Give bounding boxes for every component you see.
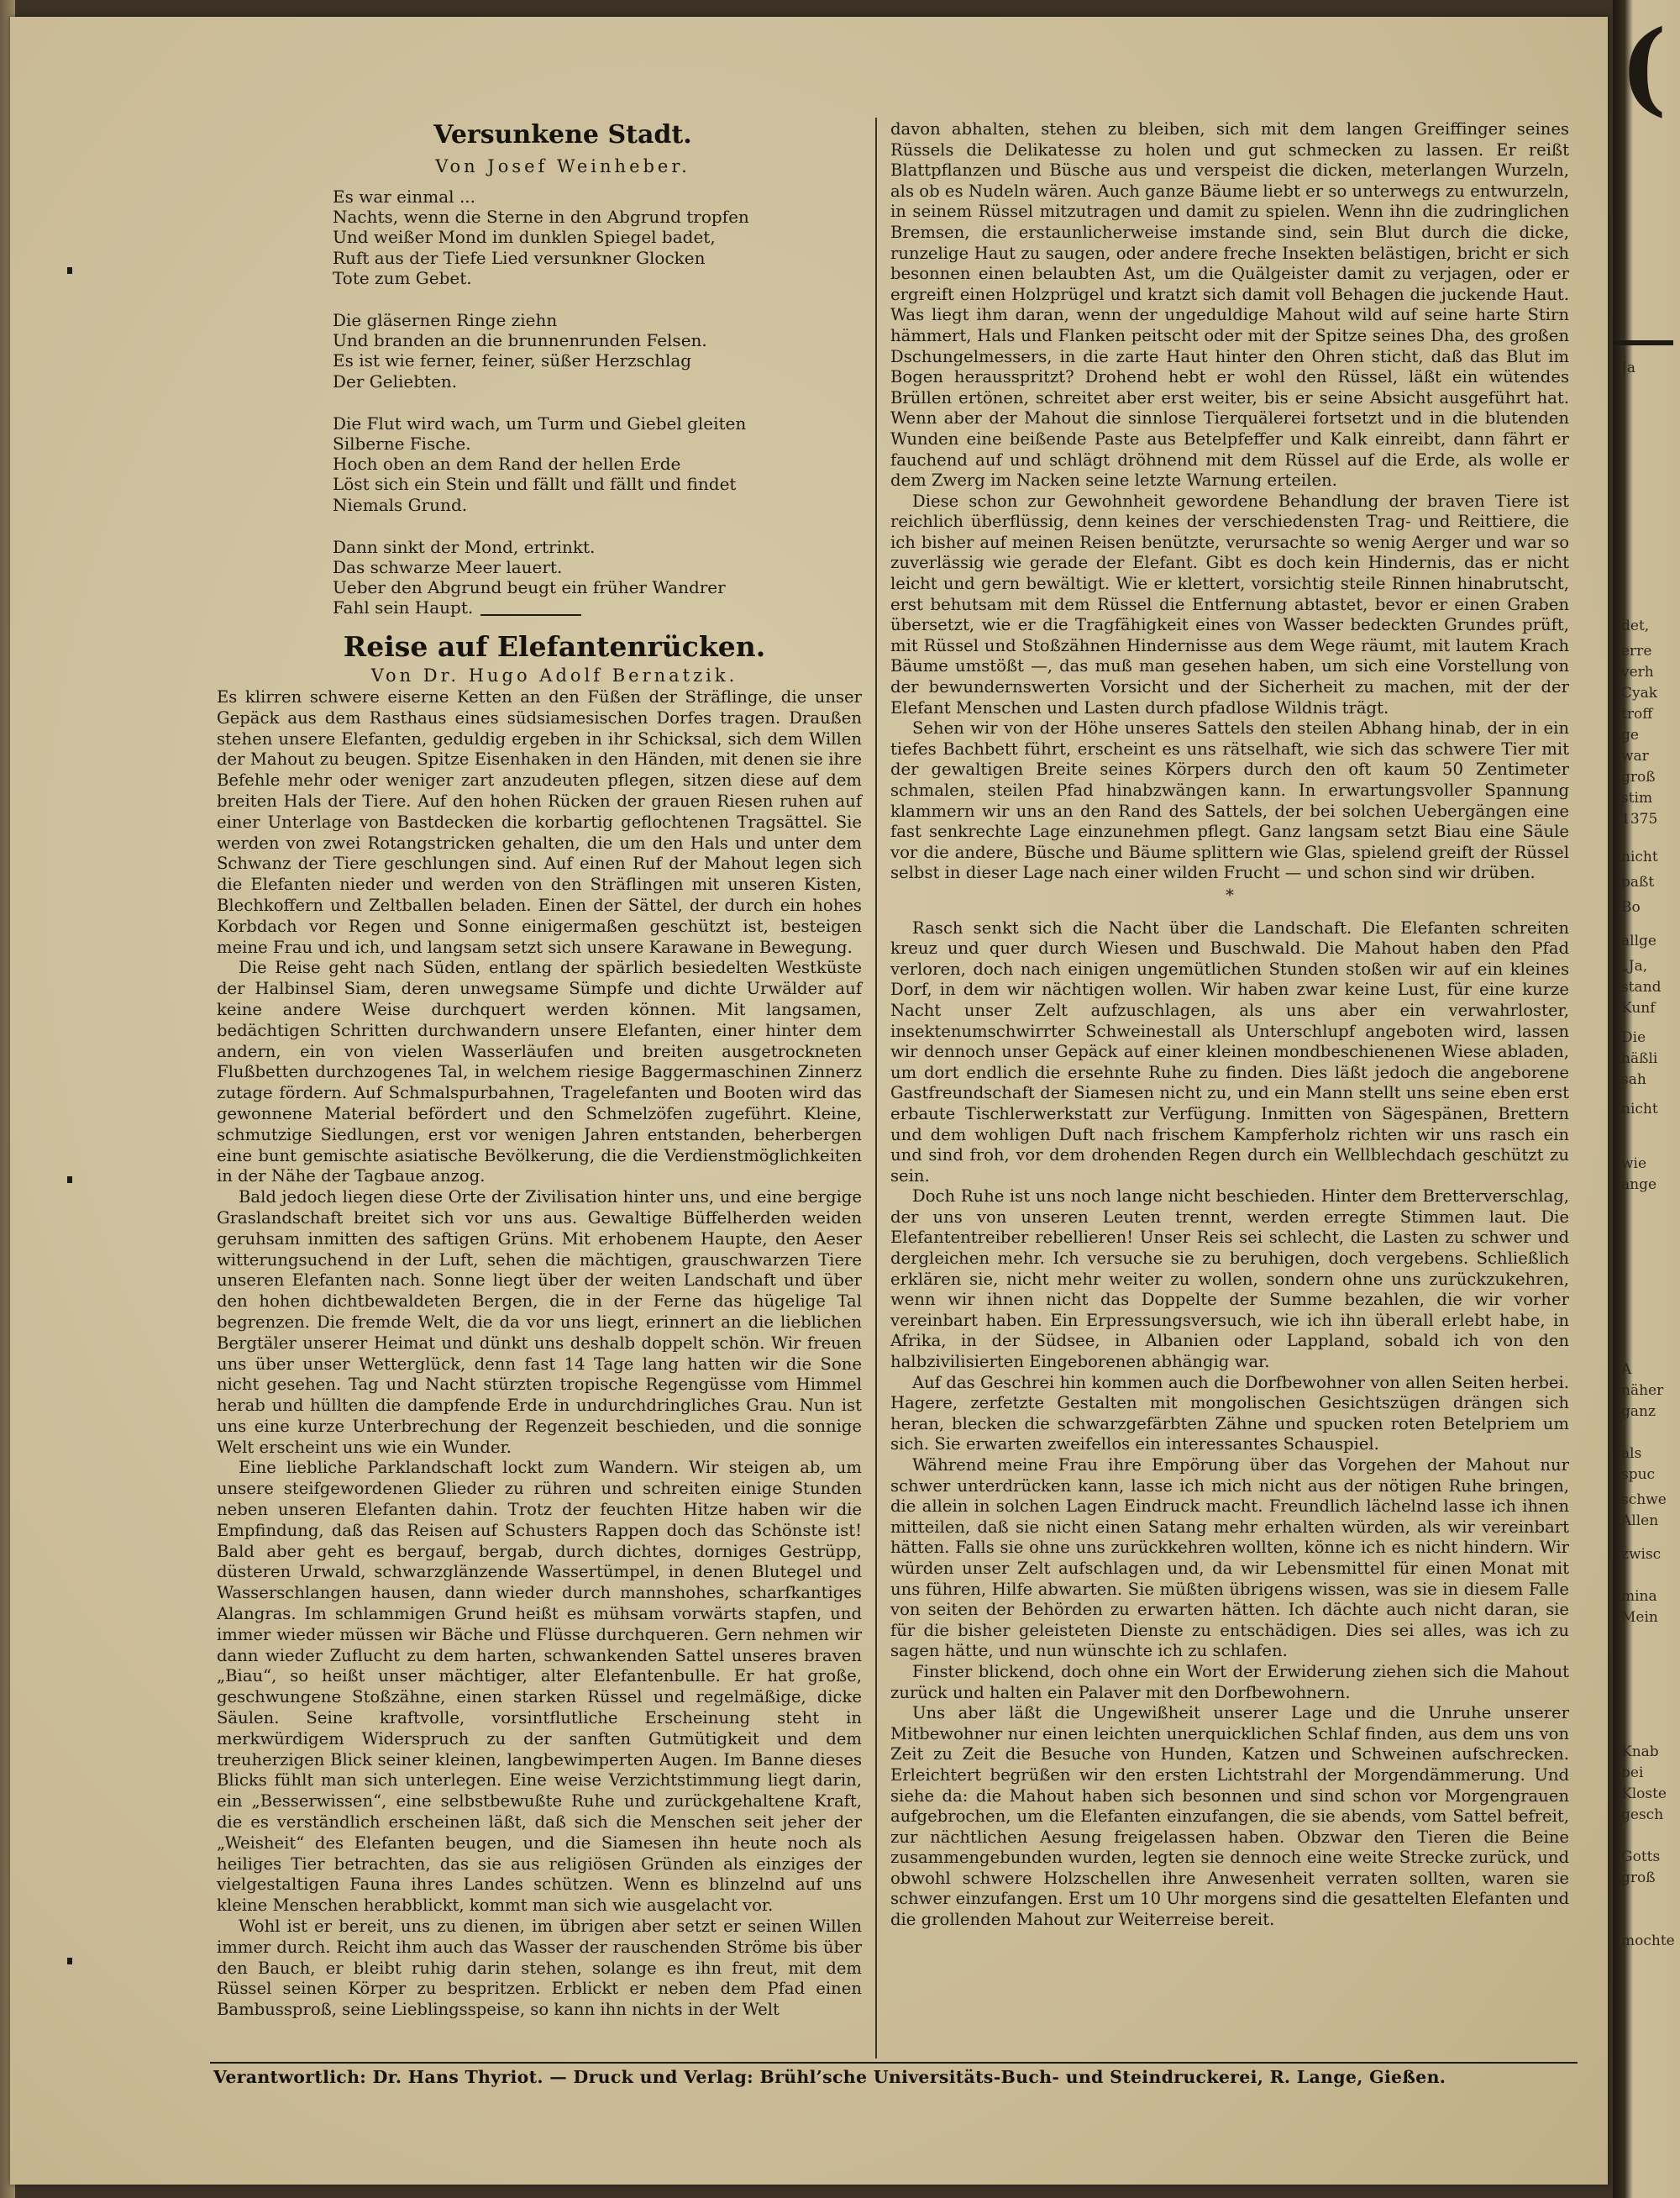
next-page-fragment: Knab	[1621, 1743, 1659, 1760]
next-page-fragment: A	[1621, 1361, 1632, 1378]
poem-line: Dann sinkt der Mond, ertrinkt.	[333, 536, 596, 557]
next-page-fragment: war	[1621, 748, 1649, 765]
next-page-fragment: troff	[1621, 706, 1653, 723]
next-page-fragment: Allen	[1621, 1512, 1659, 1529]
column-rule	[875, 118, 877, 2059]
next-page-fragment: näher	[1621, 1382, 1664, 1399]
next-page-fragment: groß	[1621, 1869, 1656, 1886]
poem-line: Es ist wie ferner, feiner, süßer Herzschlag	[333, 350, 692, 371]
next-page-fragment: häßli	[1621, 1050, 1658, 1067]
next-page-initial-glyph: (	[1620, 8, 1667, 127]
poem-title: Versunkene Stadt.	[433, 120, 692, 150]
next-page-fragment: Bo	[1621, 899, 1641, 916]
print-mark	[67, 267, 72, 274]
next-page-fragment: det,	[1621, 618, 1650, 634]
next-page-fragment: zwisc	[1621, 1546, 1662, 1563]
poem-author: Von Josef Weinheber.	[435, 156, 690, 176]
print-mark	[67, 1958, 72, 1964]
article-paragraph: Während meine Frau ihre Empörung über das Vorgehen der Mahout nur schwer unterdrücken kann, lasse ich mich nicht aus der nötigen Ruhe bringen, die allein in solchen Lagen Eindruck macht. Freundlich lächelnd lasse ich ihnen mitteilen, daß sie nicht einen Satang mehr erhalten würden, als wir vereinbart hätten. Falls sie ohne uns zurückkehren wollten, könne ich es nicht hindern. Wir würden unser Zelt aufschlagen und, da wir Lebensmittel für einen Monat mit uns führen, Hilfe abwarten. Sie müßten übrigens wissen, was sie in diesem Falle von seiten der Behörden zu erwarten hätten. Ich dächte auch nicht daran, sie für die bisher geleisteten Dienste zu entschädigen. Dies sei alles, was ich zu sagen hätte, und nun wünschte ich zu schlafen.	[890, 1455, 1569, 1661]
article-title: Reise auf Elefantenrücken.	[343, 630, 766, 663]
next-page-fragment: bei	[1621, 1764, 1644, 1781]
poem-line: Silberne Fische.	[333, 434, 471, 455]
next-page-fragment: groß	[1621, 769, 1656, 786]
poem-stanza	[333, 187, 803, 288]
next-page-fragment: allge	[1621, 933, 1656, 949]
next-page-fragment: sah	[1621, 1071, 1646, 1088]
poem-line: Das schwarze Meer lauert.	[333, 557, 563, 578]
article-paragraph: Die Reise geht nach Süden, entlang der spärlich besiedelten Westküste der Halbinsel Siam, deren unwegsame Sümpfe und dichte Urwälder auf keine andere Weise durchquert werden können. Mit langsamen, bedächtigen Schritten durchwandern unsere Elefanten, einer hinter dem andern, ein von vielen Wasserläufen und breiten ausgetrockneten Flußbetten durchzogenes Tal, in welchem riesige Baggermaschinen Zinnerz zutage fördern. Auf Schmalspurbahnen, Tragelefanten und Booten wird das gewonnene Material befördert und den Schmelzöfen zugeführt. Kleine, schmutzige Siedlungen, erst vor wenigen Jahren entstanden, beherbergen eine bunt gemischte asiatische Bevölkerung, die die Verdienstmöglichkeiten in der Nähe der Tagbaue anzog.	[217, 958, 862, 1186]
article-left-column	[217, 687, 862, 2021]
next-page-rule	[1614, 340, 1673, 345]
next-page-fragment: paßt	[1621, 874, 1655, 891]
next-page-fragment: spuc	[1621, 1466, 1656, 1483]
poem-line: Nachts, wenn die Sterne in den Abgrund tropfen	[333, 207, 749, 228]
article-paragraph: Rasch senkt sich die Nacht über die Landschaft. Die Elefanten schreiten kreuz und quer durch Wiesen und Buschwald. Die Mahout haben den Pfad verloren, doch nach einigen ungemütlichen Stunden stoßen wir auf ein kleines Dorf, in dem wir nächtigen wollen. Wir haben zwar keine Lust, für eine kurze Nacht unser Zelt aufzuschlagen, als uns aber ein verwahrloster, insektenumschwirrter Schweinestall als Unterschlupf angeboten wird, lassen wir dennoch unser Gepäck auf einer kleinen mondbeschienenen Wiese abladen, um dort endlich die ersehnte Ruhe zu finden. Dies läßt jedoch die angeborene Gastfreundschaft der Siamesen nicht zu, und ein Mann stellt uns seine eben erst erbaute Tischlerwerkstatt zur Verfügung. Inmitten von Sägespänen, Brettern und dem wohligen Duft nach frischem Kampferholz richten wir uns rasch ein und sind froh, vor dem drohenden Regen durch ein Wellblechdach geschützt zu sein.	[890, 918, 1569, 1186]
poem-line: Fahl sein Haupt.	[333, 597, 474, 618]
poem-line: Es war einmal ...	[333, 187, 476, 207]
next-page-fragment: wie	[1621, 1155, 1647, 1172]
article-right-column	[890, 119, 1569, 1931]
next-page-fragment: „Ja,	[1621, 958, 1648, 975]
next-page-fragment: stand	[1621, 979, 1662, 996]
next-page-fragment: Gotts	[1621, 1848, 1661, 1865]
next-page-fragment: ange	[1621, 1176, 1657, 1193]
next-page-fragment: Kloste	[1621, 1785, 1667, 1802]
article-paragraph: Eine liebliche Parklandschaft lockt zum Wandern. Wir steigen ab, um unsere steifgewordenen Glieder zu rühren und schreiten einige Stunden neben unseren Elefanten dahin. Trotz der feuchten Hitze haben wir die Empfindung, daß das Reisen auf Schusters Rappen doch das Schönste ist! Bald aber geht es bergauf, bergab, durch dichtes, dorniges Gestrüpp, düsteren Urwald, schwarzglänzende Wassertümpel, in denen Blutegel und Wasserschlangen hausen, dann wieder durch mannshohes, scharfkantiges Alangras. Im schlammigen Grund heißt es mühsam vorwärts stapfen, und immer wieder müssen wir Bäche und Flüsse durchqueren. Gern nehmen wir dann wieder Zuflucht zu dem harten, schwankenden Sattel unseres braven „Biau“, so heißt unser mächtiger, alter Elefantenbulle. Er hat große, geschwungene Stoßzähne, einen starken Rüssel und regelmäßige, dicke Säulen. Seine kraftvolle, vorsintflutliche Erscheinung steht in merkwürdigem Widerspruch zu der sanften Gutmütigkeit und dem treuherzigen Blick seiner kleinen, langbewimperten Augen. Im Banne dieses Blicks fühlt man sich unterlegen. Eine weise Verzichtstimmung liegt darin, ein „Besserwissen“, eine selbstbewußte Ruhe und zurückgehaltene Kraft, die es verständlich erscheinen läßt, daß sich die Menschen seit jeher der „Weisheit“ des Elefanten beugen, und die Siamesen ihn heute noch als heiliges Tier betrachten, das sie aus religiösen Gründen als einziges der vielgestaltigen Fauna ihres Landes schützen. Wenn es blinzelnd auf uns kleine Menschen herabblickt, kommt man sich wie ausgelacht vor.	[217, 1458, 862, 1916]
poem-line: Und branden an die brunnenrunden Felsen.	[333, 330, 707, 351]
article-paragraph: Finster blickend, doch ohne ein Wort der Erwiderung ziehen sich die Mahout zurück und halten ein Palaver mit den Dorfbewohnern.	[890, 1661, 1569, 1702]
next-page-fragment: Die	[1621, 1029, 1646, 1046]
poem-stanza	[333, 310, 803, 392]
section-divider	[480, 614, 581, 616]
next-page-fragment: nicht	[1621, 849, 1658, 865]
next-page-fragment: Cyak	[1621, 685, 1658, 702]
next-page-fragment: stim	[1621, 790, 1653, 807]
next-page-fragment: ganz	[1621, 1403, 1656, 1420]
poem-body	[333, 187, 803, 640]
article-paragraph: Wohl ist er bereit, uns zu dienen, im übrigen aber setzt er seinen Willen immer durch. Reicht ihm auch das Wasser der rauschenden Ströme bis über den Bauch, er bleibt ruhig darin stehen, solange es ihn freut, mit dem Rüssel seinen Körper zu bespritzen. Erblickt er neben dem Pfad einen Bambussproß, seine Lieblingsspeise, so kann ihn nichts in der Welt	[217, 1917, 862, 2020]
footer-rule	[210, 2062, 1578, 2064]
adjacent-page-edge	[1613, 0, 1680, 2198]
poem-line: Die gläsernen Ringe ziehn	[333, 310, 558, 331]
poem-line: Ueber den Abgrund beugt ein früher Wandrer	[333, 577, 726, 598]
poem-line: Und weißer Mond im dunklen Spiegel badet,	[333, 227, 716, 248]
article-paragraph: Sehen wir von der Höhe unseres Sattels den steilen Abhang hinab, der in ein tiefes Bachbett führt, erscheint es uns rätselhaft, wie sich das schwere Tier mit der gewaltigen Breite seines Körpers durch den oft kaum 50 Zentimeter schmalen, steilen Pfad hinabzwängen kann. In erwartungsvoller Spannung klammern wir uns an den Rand des Sattels, der bei solchen Uebergängen eine fast senkrechte Lage einzunehmen pflegt. Ganz langsam setzt Biau eine Säule vor die andere, Büsche und Bäume splittern wie Glas, spielend greift der Rüssel selbst in dieser Lage nach einer wilden Frucht — und schon sind wir drüben.	[890, 718, 1569, 883]
next-page-fragment: schwe	[1621, 1491, 1667, 1508]
next-page-fragment: mina	[1621, 1588, 1657, 1605]
next-page-fragment: Kunf	[1621, 1000, 1656, 1017]
next-page-fragment: nicht	[1621, 1101, 1658, 1117]
poem-stanza	[333, 537, 803, 618]
next-page-fragment: verh	[1621, 664, 1654, 681]
article-paragraph: Es klirren schwere eiserne Ketten an den Füßen der Sträflinge, die unser Gepäck aus dem Rasthaus eines südsiamesischen Dorfes tragen. Draußen stehen unsere Elefanten, geduldig ergeben in ihr Schicksal, sich dem Willen der Mahout zu beugen. Spitze Eisenhaken in den Händen, mit denen sie ihre Befehle mehr oder weniger zart anzudeuten pflegen, sitzen diese auf dem breiten Hals der Tiere. Auf den hohen Rücken der grauen Riesen ruhen auf einer Unterlage von Bastdecken die korbartig geflochtenen Tragsättel. Sie werden von zwei Rotangstricken gehalten, die um den Hals und unter dem Schwanz der Tiere geschlungen sind. Auf einen Ruf der Mahout legen sich die Elefanten nieder und werden von den Sträflingen mit unseren Kisten, Blechkoffern und Zeltballen beladen. Einen der Sättel, der durch ein hohes Korbdach vor Regen und Sonne einigermaßen geschützt ist, besteigen meine Frau und ich, und langsam setzt sich unsere Karawane in Bewegung.	[217, 687, 862, 957]
next-page-fragment: ge	[1621, 727, 1639, 744]
next-page-fragment: erre	[1621, 643, 1652, 660]
poem-line: Ruft aus der Tiefe Lied versunkner Glocken	[333, 247, 706, 268]
article-paragraph: Diese schon zur Gewohnheit gewordene Behandlung der braven Tiere ist reichlich überflüssig, denn keines der verschiedensten Trag- und Reittiere, die ich bisher auf meinen Reisen benützte, verursachte so wenig Aerger und war so zuverlässig wie gerade der Elefant. Gibt es doch kein Hindernis, das er nicht leicht und gern bewältigt. Wie er klettert, vorsichtig steile Rinnen hinabrutscht, erst behutsam mit dem Rüssel die Entfernung abtastet, bevor er einen Graben übersetzt, wie er die Tragfähigkeit eines von Wasser bedeckten Grundes prüft, mit Rüssel und Stoßzähnen Hindernisse aus dem Wege räumt, mit lautem Krach Bäume umstößt —, das muß man gesehen haben, um sich eine Vorstellung von der bewundernswerten Vorsicht und der Sicherheit zu machen, mit der der Elefant Menschen und Lasten durch pfadlose Wildnis trägt.	[890, 491, 1569, 718]
article-paragraph: Auf das Geschrei hin kommen auch die Dorfbewohner von allen Seiten herbei. Hagere, zerfetzte Gestalten mit mongolischen Gesichtszügen drängen sich heran, blecken die schwarzgefärbten Zähne und spucken roten Betelpriem um sich. Sie erwarten zweifellos ein interessantes Schauspiel.	[890, 1372, 1569, 1454]
print-mark	[67, 1176, 72, 1183]
article-author: Von Dr. Hugo Adolf Bernatzik.	[370, 665, 738, 686]
next-page-fragment: mochte	[1621, 1932, 1675, 1949]
poem-stanza	[333, 413, 803, 515]
next-page-fragment: 1375	[1621, 811, 1658, 828]
poem-line: Niemals Grund.	[333, 494, 468, 515]
poem-line: Tote zum Gebet.	[333, 267, 472, 288]
next-page-fragment: als	[1621, 1445, 1642, 1462]
poem-line: Die Flut wird wach, um Turm und Giebel gleiten	[333, 413, 747, 434]
article-paragraph: Uns aber läßt die Ungewißheit unserer Lage und die Unruhe unserer Mitbewohner nur einen leichten unerquicklichen Schlaf finden, aus dem uns von Zeit zu Zeit die Besuche von Hunden, Katzen und Schweinen aufschrecken. Erleichtert begrüßen wir den ersten Lichtstrahl der Morgendämmerung. Und siehe da: die Mahout haben sich besonnen und sind schon vor Morgengrauen aufgebrochen, um die Elefanten einzufangen, die sie abends, vom Sattel befreit, zur nächtlichen Aesung freigelassen haben. Obzwar den Tieren die Beine zusammengebunden wurden, legten sie dennoch eine weite Strecke zurück, und obwohl schwere Holzschellen ihre Anwesenheit verraten sollten, waren sie schwer einzufangen. Erst um 10 Uhr morgens sind die gesattelten Elefanten und die grollenden Mahout zur Weiterreise bereit.	[890, 1703, 1569, 1930]
next-page-fragment: gesch	[1621, 1806, 1664, 1823]
poem-line: Der Geliebten.	[333, 371, 458, 392]
poem-line: Löst sich ein Stein und fällt und fällt und findet	[333, 474, 737, 495]
article-paragraph: Bald jedoch liegen diese Orte der Zivilisation hinter uns, und eine bergige Graslandschaft breitet sich vor uns aus. Gewaltige Büffelherden weiden geruhsam inmitten des saftigen Grüns. Mit erhobenem Haupte, den Aeser witterungsuchend in der Luft, sehen die mächtigen, grauschwarzen Tiere unseren Elefanten nach. Sonne liegt über der weiten Landschaft und über den hohen dichtbewaldeten Bergen, die in der Ferne das hügelige Tal begrenzen. Die fremde Welt, die da vor uns liegt, erinnert an die lieblichen Bergtäler unserer Heimat und dünkt uns deshalb doppelt schön. Wir freuen uns über unser Wetterglück, denn fast 14 Tage lang hatten wir die Sone nicht gesehen. Tag und Nacht stürzten tropische Regengüsse vom Himmel herab und hüllten die dampfende Erde in undurchdringliches Grau. Nun ist uns eine kurze Unterbrechung der Regenzeit beschieden, und die sonnige Welt erscheint uns wie ein Wunder.	[217, 1187, 862, 1457]
article-paragraph: davon abhalten, stehen zu bleiben, sich mit dem langen Greiffinger seines Rüssels die Delikatesse zu holen und gut schmecken zu lassen. Er reißt Blattpflanzen und Büsche aus und verspeist die dicken, meterlangen Wurzeln, als ob es Nudeln wären. Auch ganze Bäume liebt er so unterwegs zu entwurzeln, in seinem Rüssel mitzutragen und damit zu spielen. Wenn ihn die zudringlichen Bremsen, die erstaunlicherweise imstande sind, sein Blut durch die dicke, runzelige Haut zu saugen, oder andere freche Insekten belästigen, bricht er sich besonnen einen belaubten Ast, um die Quälgeister damit zu verjagen, oder er ergreift einen Holzprügel und kratzt sich damit voll Behagen die juckende Haut. Was liegt ihm daran, wenn der ungeduldige Mahout wild auf seine harte Stirn hämmert, Hals und Flanken peitscht oder mit der Spitze seines Dha, des großen Dschungelmessers, in die zarte Haut hinter den Ohren sticht, daß das Blut im Bogen herausspritzt? Drohend hebt er wohl den Rüssel, läßt ein wütendes Brüllen ertönen, schreitet aber erst weiter, bis er seine Absicht ausgeführt hat. Wenn aber der Mahout die sinnlose Tierquälerei fortsetzt und in die blutenden Wunden eine beißende Paste aus Betelpfeffer und Kalk einreibt, dann fährt er fauchend auf und schlägt dröhnend mit dem Rüssel auf die Erde, als wolle er dem Zwerg im Nacken seine letzte Warnung erteilen.	[890, 119, 1569, 491]
article-paragraph: Doch Ruhe ist uns noch lange nicht beschieden. Hinter dem Bretterverschlag, der uns von unseren Leuten trennt, werden erregte Stimmen laut. Die Elefantentreiber rebellieren! Unser Reis sei schlecht, die Lasten zu schwer und dergleichen mehr. Ich versuche sie zu beruhigen, doch vergebens. Schließlich erklären sie, nicht mehr weiter zu wollen, sondern ohne uns zurückzukehren, wenn wir ihnen nicht das Doppelte der Summe bezahlen, die wir vorher vereinbart haben. Ein Erpressungsversuch, wie ich ihn überall erlebt habe, in Afrika, in der Südsee, in Albanien oder Lappland, sobald ich von den halbzivilisierten Eingeborenen abhängig war.	[890, 1186, 1569, 1372]
poem-line: Hoch oben an dem Rand der hellen Erde	[333, 454, 681, 475]
next-page-fragment: Mein	[1621, 1609, 1658, 1626]
next-page-fragment: Ja	[1621, 360, 1635, 376]
imprint-footer: Verantwortlich: Dr. Hans Thyriot. — Druck und Verlag: Brühl’sche Universitäts-Buch- und Steindruckerei, R. Lange, Gießen.	[213, 2067, 1446, 2087]
section-separator: *	[1226, 885, 1234, 905]
